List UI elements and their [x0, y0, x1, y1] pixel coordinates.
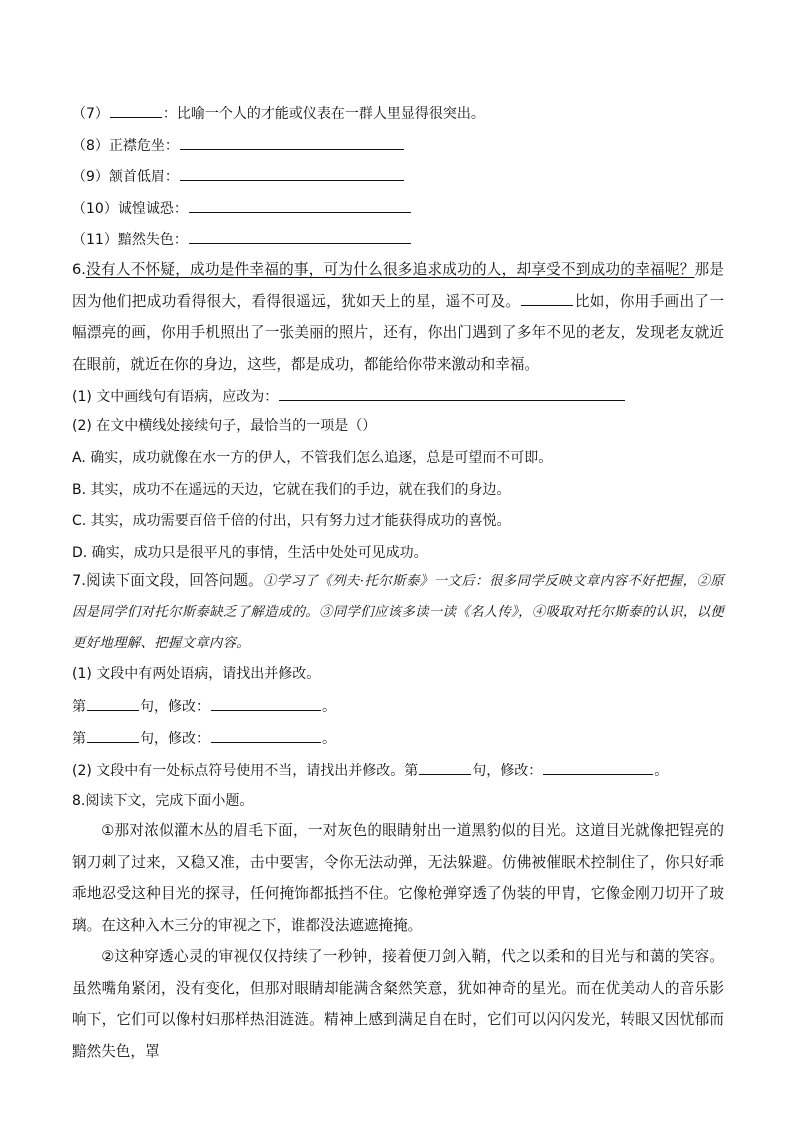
idiom-number: （10） [72, 201, 118, 217]
question-6-passage [72, 254, 724, 380]
fill-text: 句，修改： [140, 731, 210, 747]
idiom-line-9 [72, 166, 405, 187]
idiom-definition: ：比喻一个人的才能或仪表在一群人里显得很突出。 [162, 106, 485, 122]
idiom-number: （7） [72, 106, 109, 122]
quoted-passage: ①学习了《列夫·托尔斯泰》一文后：很多同学反映文章内容不好把握，②原因是同学们对托尔斯泰缺乏了解造成的。③同学们应该多读一读《名人传》，④吸取对托尔斯泰的认识，以便更好地理解、把握文章内容。 [72, 574, 724, 651]
idiom-number: （8） [72, 138, 109, 154]
answer-blank[interactable] [87, 728, 139, 743]
underlined-sentence: 没有人不怀疑，成功是件幸福的事，可为什么很多追求成功的人，却享受不到成功的幸福呢？ [85, 261, 695, 278]
question-number: 6. [72, 261, 86, 278]
idiom-line-7 [72, 103, 485, 124]
question-8-paragraph-2: ②这种穿透心灵的审视仅仅持续了一秒钟，接着便刀剑入鞘，代之以柔和的目光与和蔼的笑容。虽然嘴角紧闭，没有变化，但那对眼睛却能满含粲然笑意，犹如神奇的星光。而在优美动人的音乐影响下，它们可以像村妇那样热泪涟涟。精神上感到满足自在时，它们可以闪闪发光，转眼又因忧郁而黯然失色，罩 [72, 948, 724, 1060]
question-7-fill-1 [72, 696, 336, 717]
idiom-term: 诚惶诚恐： [117, 201, 188, 217]
fill-text: 。 [322, 731, 336, 747]
idiom-term: 正襟危坐： [108, 138, 179, 154]
passage-text: 那是因为他们把成功看得很大，看得很遥远，犹如天上的星，遥不可及。 [72, 261, 724, 310]
idiom-term: 黯然失色： [117, 232, 188, 248]
idiom-term: 颔首低眉： [108, 169, 179, 185]
option-d[interactable]: D. 确实，成功只是很平凡的事情，生活中处处可见成功。 [72, 545, 428, 561]
answer-blank[interactable] [180, 166, 404, 181]
fill-text: 句，修改： [140, 699, 210, 715]
idiom-line-11 [72, 229, 412, 250]
question-7-sub1: (1) 文段中有两处语病，请找出并修改。 [72, 666, 321, 682]
sub-question-text: 句，修改： [472, 763, 543, 779]
idiom-line-8 [72, 135, 405, 156]
sub-question-text: (2) 文段中有一处标点符号使用不当，请找出并修改。第 [72, 763, 419, 779]
answer-blank[interactable] [110, 103, 162, 118]
fill-text: 第 [72, 699, 86, 715]
question-8-lead: 8.阅读下文，完成下面小题。 [72, 793, 254, 809]
idiom-line-10 [72, 198, 412, 219]
answer-blank[interactable] [87, 696, 139, 711]
sub-question-text: (1) 文中画线句有语病，应改为： [72, 389, 279, 405]
question-8-paragraph-1: ①那对浓似灌木丛的眉毛下面，一对灰色的眼睛射出一道黑豹似的目光。这道目光就像把锃亮的钢刀刺了过来，又稳又准，击中要害，令你无法动弹，无法躲避。仿佛被催眠术控制住了，你只好乖乖地忍受这种目光的探寻，任何掩饰都抵挡不住。它像枪弹穿透了伪装的甲胄，它像金刚刀切开了玻璃。在这种入木三分的审视之下，谁都没法遮遮掩掩。 [72, 822, 724, 934]
answer-blank[interactable] [279, 386, 625, 401]
answer-blank[interactable] [521, 291, 573, 306]
option-a[interactable]: A. 确实，成功就像在水一方的伊人，不管我们怎么追逐，总是可望而不可即。 [72, 450, 553, 466]
fill-text: 第 [72, 731, 86, 747]
option-c[interactable]: C. 其实，成功需要百倍千倍的付出，只有努力过才能获得成功的喜悦。 [72, 513, 511, 529]
answer-blank[interactable] [189, 198, 411, 213]
answer-blank[interactable] [419, 760, 471, 775]
question-7-fill-2 [72, 728, 336, 749]
passage-text: 比如，你用手画出了一幅漂亮的画，你用手机照出了一张美丽的照片，还有，你出门遇到了多年不见的老友，发现老友就近在眼前，就近在你的身边，这些，都是成功，都能给你带来激动和幸福。 [72, 292, 724, 373]
question-7-sub2 [72, 760, 668, 781]
answer-blank[interactable] [543, 760, 653, 775]
answer-blank[interactable] [189, 229, 411, 244]
question-7-passage [72, 566, 724, 659]
answer-blank[interactable] [180, 135, 404, 150]
idiom-number: （11） [72, 232, 118, 248]
answer-blank[interactable] [211, 728, 321, 743]
question-6-sub1 [72, 386, 626, 407]
question-6-sub2: (2) 在文中横线处接续句子，最恰当的一项是（） [72, 418, 377, 434]
sub-question-text: 。 [654, 763, 669, 779]
option-b[interactable]: B. 其实，成功不在遥远的天边，它就在我们的手边，就在我们的身边。 [72, 482, 511, 498]
idiom-number: （9） [72, 169, 109, 185]
question-lead: 7.阅读下面文段，回答问题。 [72, 572, 263, 589]
answer-blank[interactable] [211, 696, 321, 711]
fill-text: 。 [322, 699, 336, 715]
